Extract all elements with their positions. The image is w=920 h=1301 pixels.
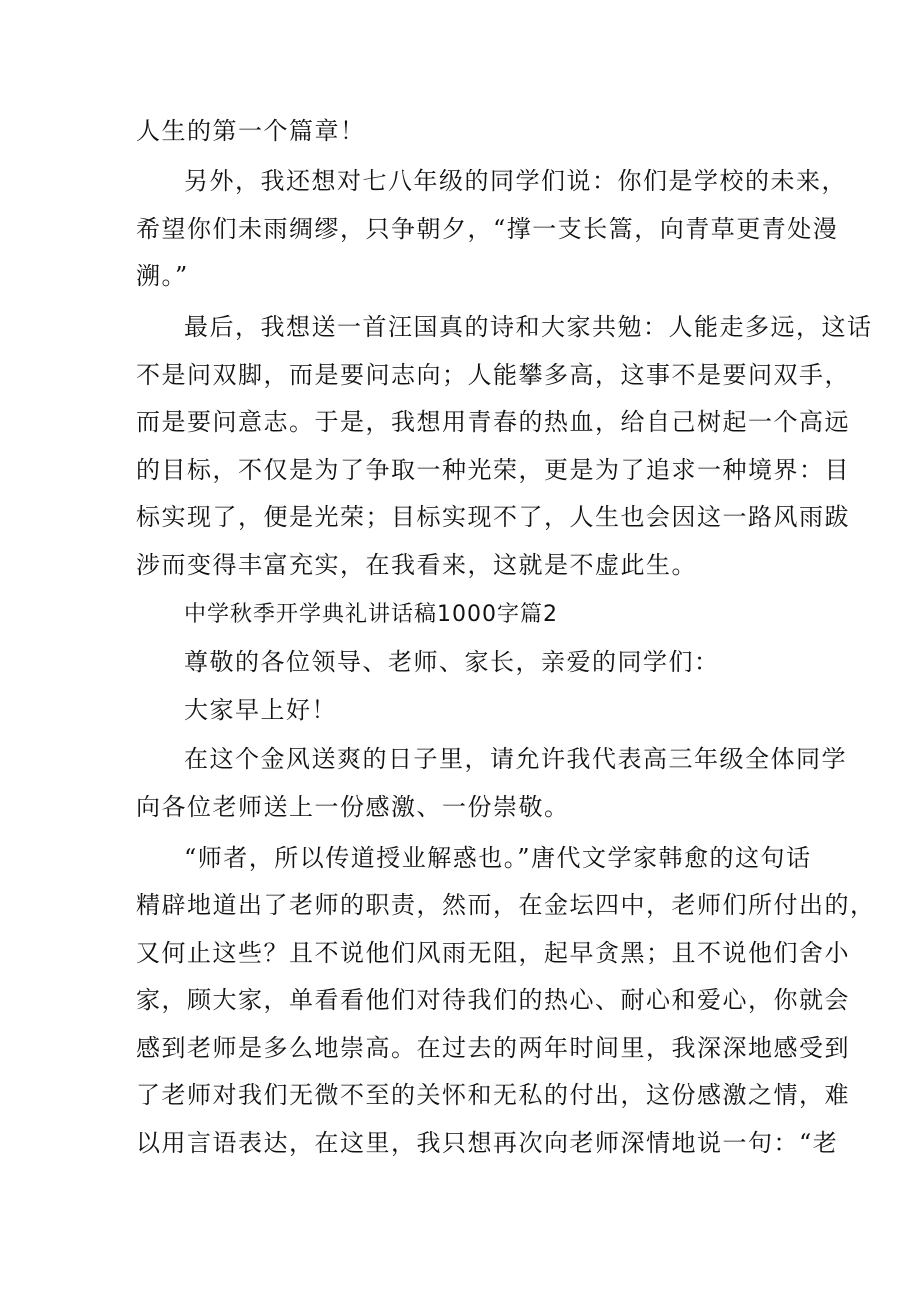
text-line: 溯。” <box>136 262 189 290</box>
text-line: 涉而变得丰富充实，在我看来，这就是不虚此生。 <box>136 551 697 579</box>
text-line: 标实现了，便是光荣；目标实现不了，人生也会因这一路风雨跋 <box>136 503 850 531</box>
text-line: 感到老师是多么地崇高。在过去的两年时间里，我深深地感受到 <box>136 1034 850 1062</box>
salutation: 尊敬的各位领导、老师、家长，亲爱的同学们： <box>184 648 720 676</box>
text-line: 以用言语表达，在这里，我只想再次向老师深情地说一句：“老 <box>136 1129 839 1157</box>
text-line: 家，顾大家，单看看他们对待我们的热心、耐心和爱心，你就会 <box>136 986 850 1014</box>
text-line: 而是要问意志。于是，我想用青春的热血，给自己树起一个高远 <box>136 408 850 436</box>
text-line: 不是问双脚，而是要问志向；人能攀多高，这事不是要问双手， <box>136 361 850 389</box>
text-line: 又何止这些？且不说他们风雨无阻，起早贪黑；且不说他们舍小 <box>136 939 850 967</box>
text-line: 了老师对我们无微不至的关怀和无私的付出，这份感激之情，难 <box>136 1081 850 1109</box>
section-heading: 中学秋季开学典礼讲话稿1000字篇2 <box>184 602 558 627</box>
text-line: 希望你们未雨绸缪，只争朝夕，“撑一支长篙，向青草更青处漫 <box>136 215 839 243</box>
text-line: 精辟地道出了老师的职责，然而，在金坛四中，老师们所付出的， <box>136 891 876 919</box>
paragraph-first-line: 在这个金风送爽的日子里，请允许我代表高三年级全体同学 <box>184 745 847 773</box>
text-line: 向各位老师送上一份感激、一份崇敬。 <box>136 793 570 821</box>
paragraph-first-line: 另外，我还想对七八年级的同学们说：你们是学校的未来， <box>184 167 847 195</box>
text-line: 人生的第一个篇章！ <box>136 117 366 145</box>
paragraph-first-line: “师者，所以传道授业解惑也。”唐代文学家韩愈的这句话 <box>184 844 812 872</box>
paragraph-first-line: 最后，我想送一首汪国真的诗和大家共勉：人能走多远，这话 <box>184 313 873 341</box>
greeting: 大家早上好！ <box>184 696 337 724</box>
text-line: 的目标，不仅是为了争取一种光荣，更是为了追求一种境界：目 <box>136 456 850 484</box>
